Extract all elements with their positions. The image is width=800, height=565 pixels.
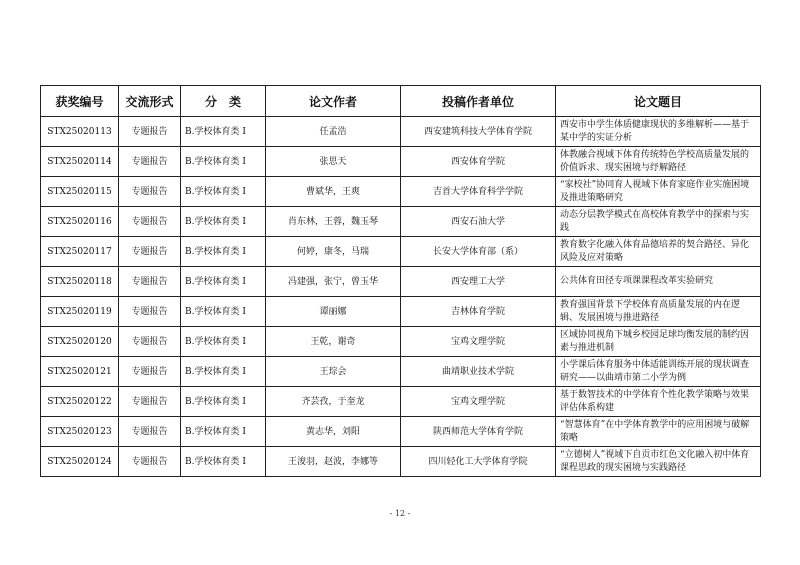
table-body xyxy=(41,117,761,477)
cell-authors: 齐芸孜，于奎龙 xyxy=(266,387,401,417)
cell-authors: 王浚羽，赵波，李娜等 xyxy=(266,447,401,477)
cell-paper-title: 西安市中学生体质健康现状的多维解析——基于某中学的实证分析 xyxy=(556,117,761,147)
cell-authors: 何婷，康冬，马瑞 xyxy=(266,237,401,267)
cell-award-number: STX25020113 xyxy=(41,117,119,147)
cell-award-number: STX25020121 xyxy=(41,357,119,387)
cell-category: B.学校体育类 I xyxy=(181,297,266,327)
cell-category: B.学校体育类 I xyxy=(181,357,266,387)
cell-exchange-format: 专题报告 xyxy=(119,357,181,387)
cell-exchange-format: 专题报告 xyxy=(119,297,181,327)
cell-paper-title: “智慧体育”在中学体育教学中的应用困境与破解策略 xyxy=(556,417,761,447)
table-row xyxy=(41,357,761,387)
cell-award-number: STX25020123 xyxy=(41,417,119,447)
cell-exchange-format: 专题报告 xyxy=(119,117,181,147)
cell-affiliation: 西安建筑科技大学体育学院 xyxy=(401,117,556,147)
cell-award-number: STX25020122 xyxy=(41,387,119,417)
cell-affiliation: 宝鸡文理学院 xyxy=(401,387,556,417)
header-exchange-format: 交流形式 xyxy=(119,86,181,117)
table-row xyxy=(41,207,761,237)
cell-category: B.学校体育类 I xyxy=(181,177,266,207)
cell-authors: 黄志华，刘阳 xyxy=(266,417,401,447)
cell-affiliation: 曲靖职业技术学院 xyxy=(401,357,556,387)
cell-affiliation: 宝鸡文理学院 xyxy=(401,327,556,357)
cell-category: B.学校体育类 I xyxy=(181,387,266,417)
table-row xyxy=(41,447,761,477)
table-row xyxy=(41,327,761,357)
cell-award-number: STX25020118 xyxy=(41,267,119,297)
cell-affiliation: 西安理工大学 xyxy=(401,267,556,297)
cell-authors: 肖东林，王蓉，魏玉琴 xyxy=(266,207,401,237)
header-authors: 论文作者 xyxy=(266,86,401,117)
cell-affiliation: 长安大学体育部（系） xyxy=(401,237,556,267)
cell-authors: 张思天 xyxy=(266,147,401,177)
cell-exchange-format: 专题报告 xyxy=(119,177,181,207)
header-award-number: 获奖编号 xyxy=(41,86,119,117)
cell-exchange-format: 专题报告 xyxy=(119,147,181,177)
header-affiliation: 投稿作者单位 xyxy=(401,86,556,117)
table-row xyxy=(41,387,761,417)
cell-paper-title: 动态分层教学模式在高校体育教学中的探索与实践 xyxy=(556,207,761,237)
cell-paper-title: 小学课后体育服务中体适能训练开展的现状调查研究——以曲靖市第二小学为例 xyxy=(556,357,761,387)
cell-affiliation: 四川轻化工大学体育学院 xyxy=(401,447,556,477)
cell-category: B.学校体育类 I xyxy=(181,147,266,177)
table-row xyxy=(41,267,761,297)
table-row xyxy=(41,117,761,147)
cell-exchange-format: 专题报告 xyxy=(119,207,181,237)
cell-affiliation: 陕西师范大学体育学院 xyxy=(401,417,556,447)
award-table xyxy=(40,85,761,477)
table-row xyxy=(41,177,761,207)
cell-award-number: STX25020124 xyxy=(41,447,119,477)
cell-award-number: STX25020115 xyxy=(41,177,119,207)
cell-category: B.学校体育类 I xyxy=(181,447,266,477)
award-table-sheet xyxy=(40,85,760,477)
cell-category: B.学校体育类 I xyxy=(181,207,266,237)
cell-category: B.学校体育类 I xyxy=(181,327,266,357)
cell-authors: 王乾，谢奇 xyxy=(266,327,401,357)
cell-exchange-format: 专题报告 xyxy=(119,327,181,357)
cell-authors: 曹斌华，王爽 xyxy=(266,177,401,207)
header-category: 分 类 xyxy=(181,86,266,117)
cell-authors: 冯建强，张宁，曾玉华 xyxy=(266,267,401,297)
cell-award-number: STX25020119 xyxy=(41,297,119,327)
table-row xyxy=(41,417,761,447)
cell-paper-title: “家校社”协同育人视域下体育家庭作业实施困境及推进策略研究 xyxy=(556,177,761,207)
cell-affiliation: 西安石油大学 xyxy=(401,207,556,237)
cell-paper-title: 公共体育田径专项课课程改革实验研究 xyxy=(556,267,761,297)
cell-authors: 任孟浩 xyxy=(266,117,401,147)
table-row xyxy=(41,297,761,327)
cell-award-number: STX25020116 xyxy=(41,207,119,237)
table-row xyxy=(41,147,761,177)
cell-category: B.学校体育类 I xyxy=(181,267,266,297)
cell-paper-title: 体教融合视域下体育传统特色学校高质量发展的价值诉求、现实困境与纾解路径 xyxy=(556,147,761,177)
cell-exchange-format: 专题报告 xyxy=(119,237,181,267)
cell-paper-title: “立德树人”视域下自贡市红色文化融入初中体育课程思政的现实困境与实践路径 xyxy=(556,447,761,477)
cell-paper-title: 教育数字化融入体育品德培养的契合路径、异化风险及应对策略 xyxy=(556,237,761,267)
table-row xyxy=(41,237,761,267)
cell-category: B.学校体育类 I xyxy=(181,117,266,147)
cell-authors: 谭丽娜 xyxy=(266,297,401,327)
page-number: - 12 - xyxy=(389,509,411,518)
cell-category: B.学校体育类 I xyxy=(181,417,266,447)
cell-exchange-format: 专题报告 xyxy=(119,267,181,297)
cell-exchange-format: 专题报告 xyxy=(119,387,181,417)
cell-affiliation: 西安体育学院 xyxy=(401,147,556,177)
header-paper-title: 论文题目 xyxy=(556,86,761,117)
cell-authors: 王琮会 xyxy=(266,357,401,387)
cell-paper-title: 基于数智技术的中学体育个性化教学策略与效果评估体系构建 xyxy=(556,387,761,417)
cell-exchange-format: 专题报告 xyxy=(119,417,181,447)
cell-paper-title: 区域协同视角下城乡校园足球均衡发展的制约因素与推进机制 xyxy=(556,327,761,357)
cell-paper-title: 教育强国背景下学校体育高质量发展的内在逻辑、发展困境与推进路径 xyxy=(556,297,761,327)
cell-award-number: STX25020120 xyxy=(41,327,119,357)
cell-exchange-format: 专题报告 xyxy=(119,447,181,477)
table-header-row xyxy=(41,86,761,117)
cell-award-number: STX25020114 xyxy=(41,147,119,177)
cell-affiliation: 吉林体育学院 xyxy=(401,297,556,327)
cell-category: B.学校体育类 I xyxy=(181,237,266,267)
cell-award-number: STX25020117 xyxy=(41,237,119,267)
cell-affiliation: 吉首大学体育科学学院 xyxy=(401,177,556,207)
